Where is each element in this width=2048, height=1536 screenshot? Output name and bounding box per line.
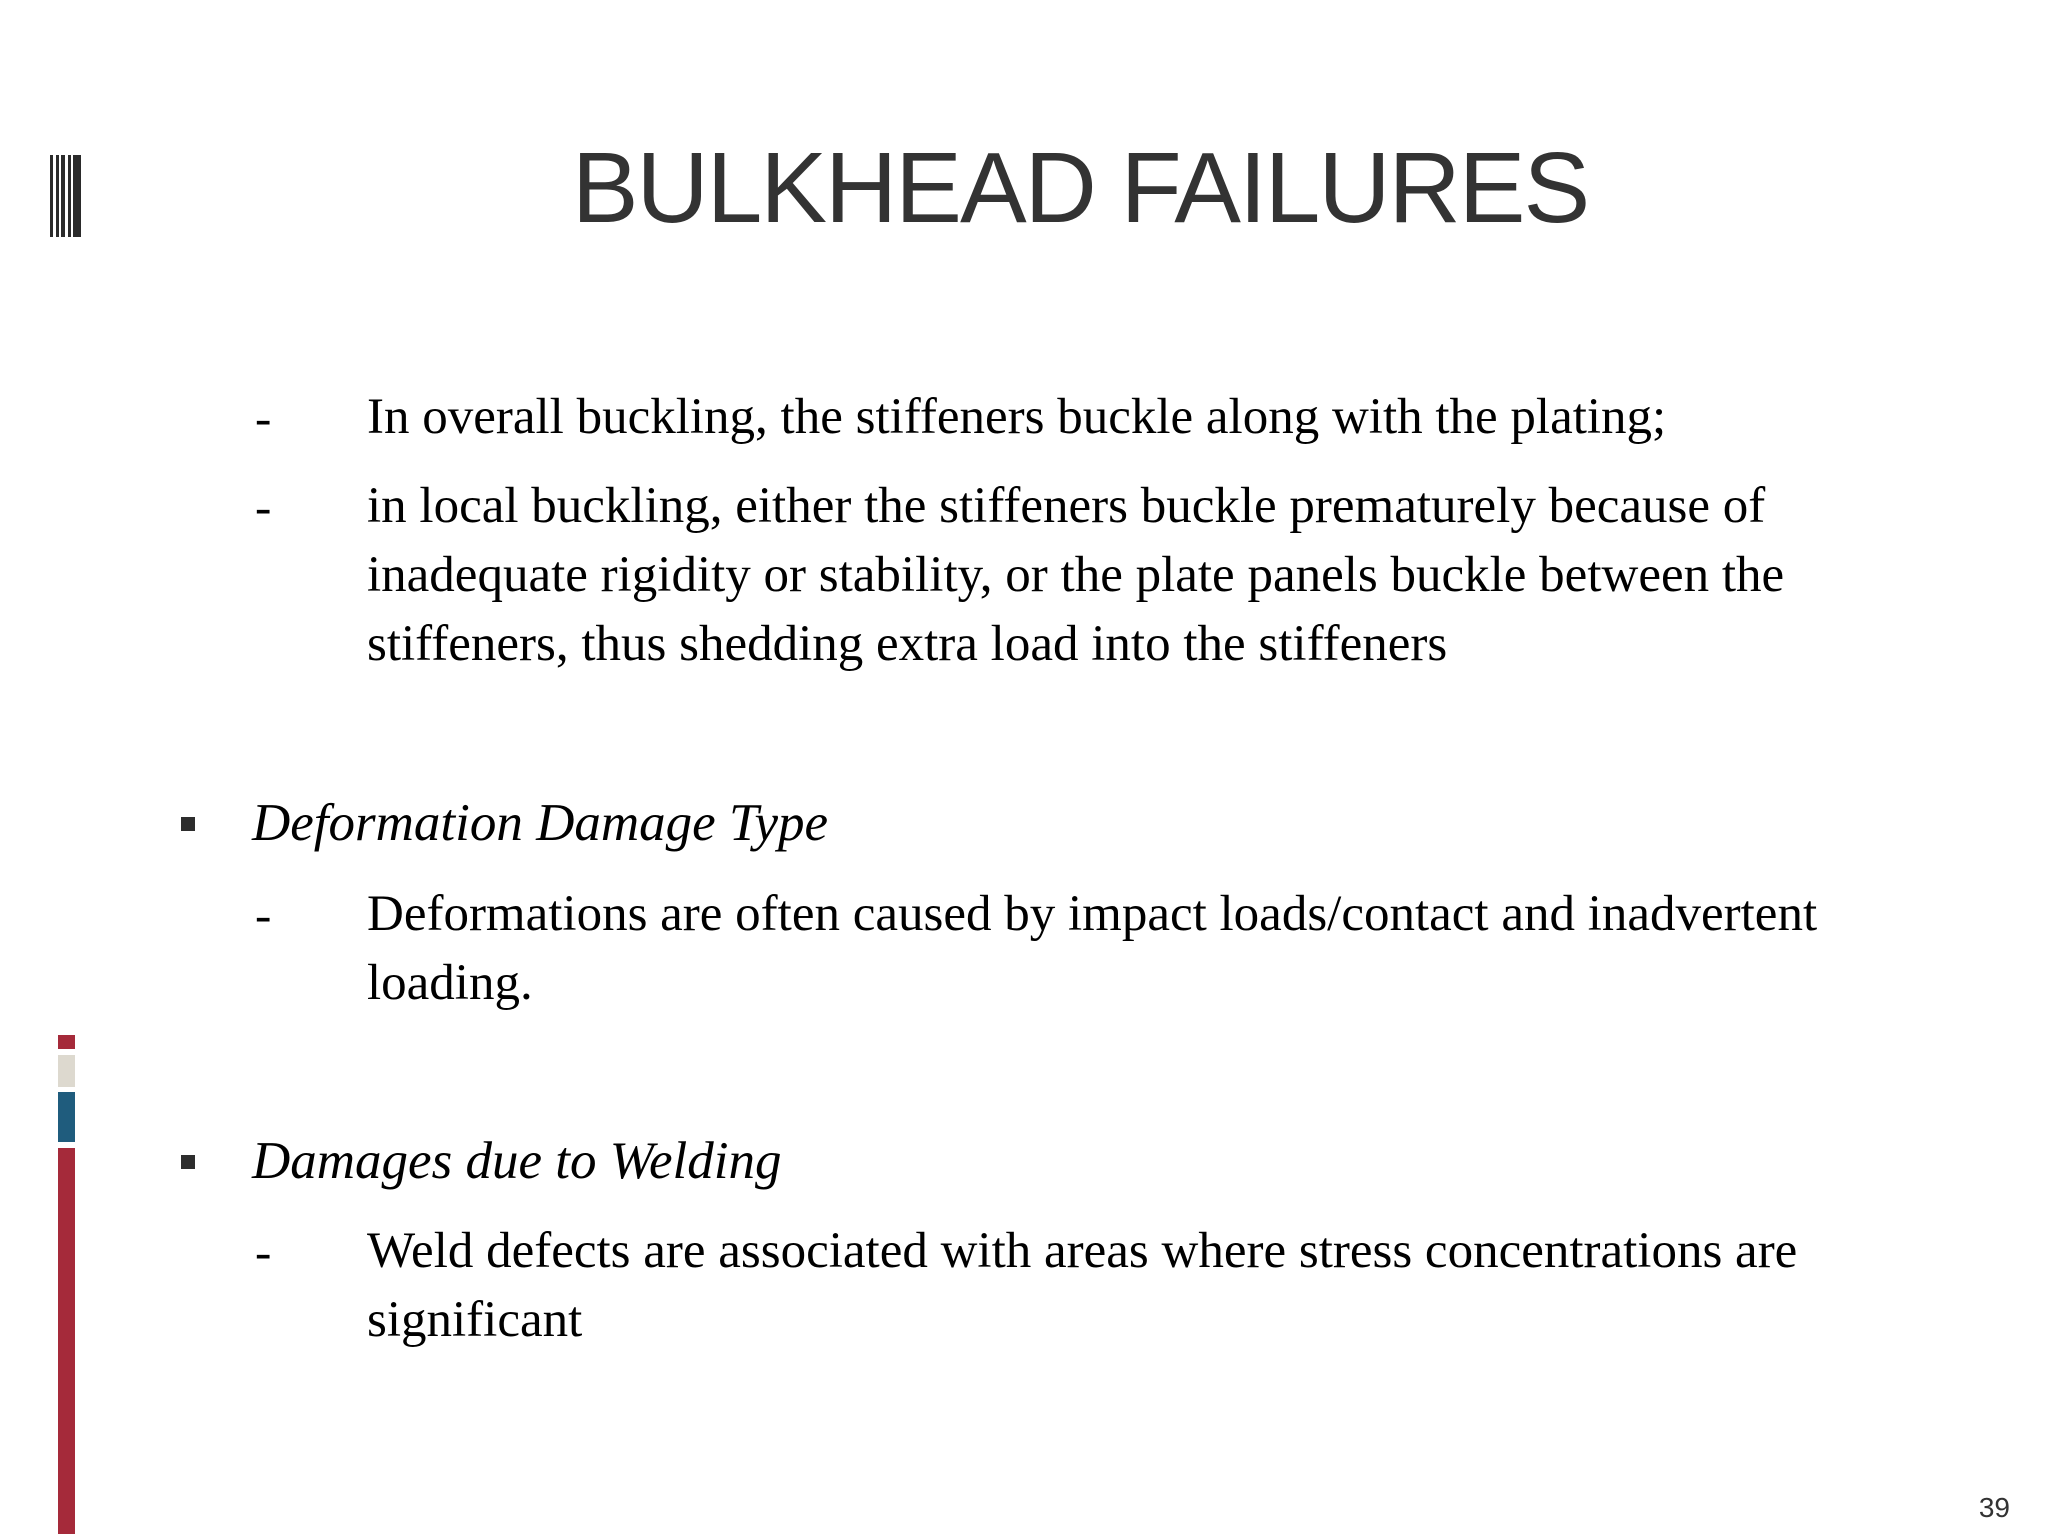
dash-marker: - <box>255 1224 272 1279</box>
square-bullet-icon <box>181 817 195 831</box>
accent-bar-red <box>58 1148 75 1534</box>
sub-bullet-text: Deformations are often caused by impact loads/contact and inadvertent loading. <box>367 886 1818 1011</box>
sub-bullet-text: In overall buckling, the stiffeners buckle along with the plating; <box>367 389 1667 445</box>
bullet-heading: Damages due to Welding <box>252 1132 782 1190</box>
square-bullet-icon <box>181 1155 195 1169</box>
sub-bullet-text: Weld defects are associated with areas where stress concentrations are significant <box>367 1223 1798 1348</box>
dash-marker: - <box>255 887 272 942</box>
sub-bullet-text: in local buckling, either the stiffeners buckle prematurely because of inadequate rigidity or stability, or the plate panels buckle between the stiffeners, thus shedding extra load into the stiffeners <box>367 478 1785 672</box>
accent-bar-beige <box>58 1055 75 1087</box>
accent-bar-blue <box>58 1092 75 1142</box>
dash-marker: - <box>255 390 272 445</box>
slide-title: BULKHEAD FAILURES <box>571 132 1589 244</box>
accent-bar-red-top <box>58 1035 75 1049</box>
dash-marker: - <box>255 479 272 534</box>
page-number: 39 <box>1978 1492 2010 1523</box>
bullet-heading: Deformation Damage Type <box>252 794 829 852</box>
